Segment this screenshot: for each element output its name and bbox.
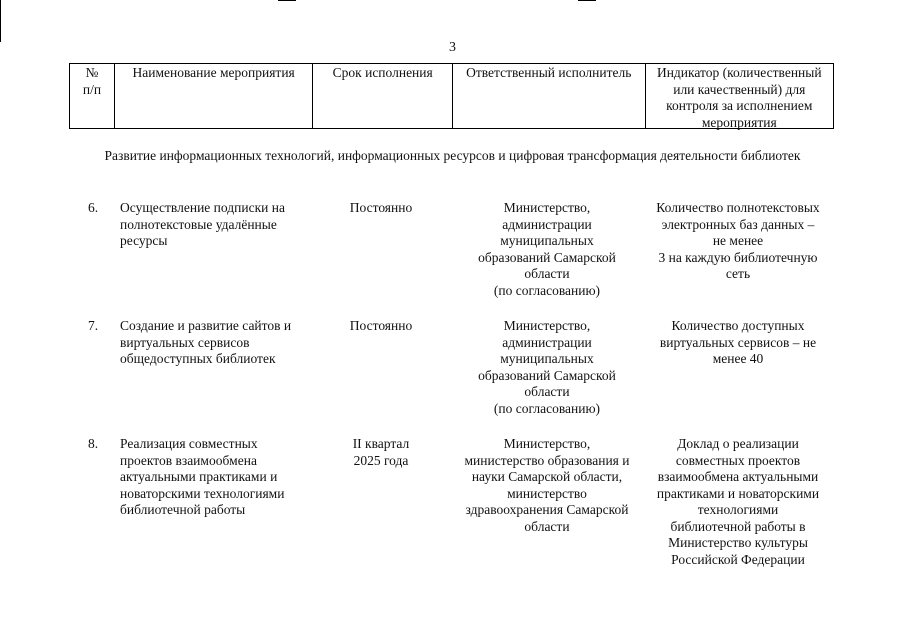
row-name xyxy=(120,200,308,250)
row-responsible xyxy=(454,436,640,535)
row-responsible-line: министерство xyxy=(507,485,587,501)
page-number: 3 xyxy=(449,40,456,55)
row-name-line: новаторскими технологиями xyxy=(120,485,285,501)
row-number: 7. xyxy=(88,318,99,333)
row-name-line: библиотечной работы xyxy=(120,502,246,517)
row-responsible-line: образований Самарской xyxy=(478,249,616,265)
row-number: 6. xyxy=(88,200,99,215)
header-indicator-line: Индикатор (количественный xyxy=(656,65,822,80)
row-indicator-line: Министерство культуры xyxy=(668,535,808,550)
row-responsible-line: области xyxy=(524,266,570,281)
scan-edge-left xyxy=(0,0,1,42)
row-term-line: Постоянно xyxy=(349,200,413,215)
row-responsible-line: области xyxy=(524,384,570,399)
row-indicator-line: взаимообмена актуальными xyxy=(657,469,819,484)
header-responsible: Ответственный исполнитель xyxy=(453,64,646,128)
row-indicator xyxy=(646,200,830,283)
header-indicator-line: мероприятия xyxy=(701,114,777,130)
row-name-line: Реализация совместных xyxy=(120,436,258,451)
row-name-line: полнотекстовые удалённые xyxy=(120,216,277,232)
row-indicator xyxy=(646,318,830,368)
row-term-line: II квартал xyxy=(352,436,410,451)
row-indicator-line: Российской Федерации xyxy=(671,551,805,567)
row-indicator-line: не менее xyxy=(712,233,764,248)
scan-edge-top-left xyxy=(278,0,296,1)
row-indicator-line: совместных проектов xyxy=(675,452,801,468)
row-indicator-line: технологиями xyxy=(697,502,779,517)
row-name-line: Осуществление подписки на xyxy=(120,200,285,215)
row-indicator-line: Количество доступных xyxy=(671,318,805,333)
row-indicator-line: виртуальных сервисов – не xyxy=(659,334,817,350)
row-responsible-line: министерство образования и xyxy=(464,452,630,468)
row-name xyxy=(120,318,308,368)
row-name xyxy=(120,436,308,519)
row-name-line: виртуальных сервисов xyxy=(120,334,250,350)
row-responsible-line: Министерство, xyxy=(503,200,591,215)
row-responsible-line: администрации xyxy=(502,216,592,232)
row-responsible-line: муниципальных xyxy=(500,351,594,366)
row-term-line: Постоянно xyxy=(349,318,413,333)
row-responsible-line: муниципальных xyxy=(500,233,594,248)
header-indicator-line: или качественный) для xyxy=(673,81,806,97)
header-num-line: № xyxy=(85,65,99,80)
row-indicator-line: Доклад о реализации xyxy=(677,436,799,451)
row-name-line: общедоступных библиотек xyxy=(120,351,276,366)
row-indicator-line: Количество полнотекстовых xyxy=(656,200,820,215)
row-responsible-line: здравоохранения Самарской xyxy=(465,502,629,517)
row-responsible xyxy=(454,200,640,299)
header-num-line: п/п xyxy=(82,81,102,97)
row-responsible-line: (по согласованию) xyxy=(493,282,601,298)
row-name-line: актуальными практиками и xyxy=(120,469,278,484)
header-indicator xyxy=(646,64,834,128)
row-responsible-line: Министерство, xyxy=(503,436,591,451)
row-indicator-line: электронных баз данных – xyxy=(661,216,815,232)
table-header xyxy=(69,63,834,129)
scan-edge-top-right xyxy=(578,0,596,1)
row-term xyxy=(322,200,440,217)
row-indicator-line: сеть xyxy=(725,266,751,281)
row-indicator-line: практиками и новаторскими xyxy=(656,485,820,501)
row-responsible-line: образований Самарской xyxy=(478,367,616,383)
row-term-line: 2025 года xyxy=(353,452,409,468)
header-term: Срок исполнения xyxy=(313,64,453,128)
row-number: 8. xyxy=(88,436,99,451)
row-responsible-line: Министерство, xyxy=(503,318,591,333)
row-indicator-line: 3 на каждую библиотечную xyxy=(658,249,818,265)
row-name-line: проектов взаимообмена xyxy=(120,452,257,468)
header-num xyxy=(70,64,115,128)
row-responsible-line: науки Самарской области, xyxy=(471,469,623,484)
header-indicator-line: контроля за исполнением xyxy=(666,98,813,113)
row-indicator-line: менее 40 xyxy=(712,351,764,366)
row-responsible-line: (по согласованию) xyxy=(493,400,601,416)
row-name-line: Создание и развитие сайтов и xyxy=(120,318,292,333)
row-term xyxy=(322,436,440,469)
row-responsible-line: области xyxy=(524,518,570,534)
row-responsible-line: администрации xyxy=(502,334,592,350)
row-term xyxy=(322,318,440,335)
row-indicator-line: библиотечной работы в xyxy=(670,518,806,534)
row-indicator xyxy=(646,436,830,568)
header-name: Наименование мероприятия xyxy=(115,64,313,128)
row-responsible xyxy=(454,318,640,417)
row-name-line: ресурсы xyxy=(120,233,168,248)
section-title: Развитие информационных технологий, информационных ресурсов и цифровая трансформация деятельности библиотек xyxy=(104,148,801,163)
